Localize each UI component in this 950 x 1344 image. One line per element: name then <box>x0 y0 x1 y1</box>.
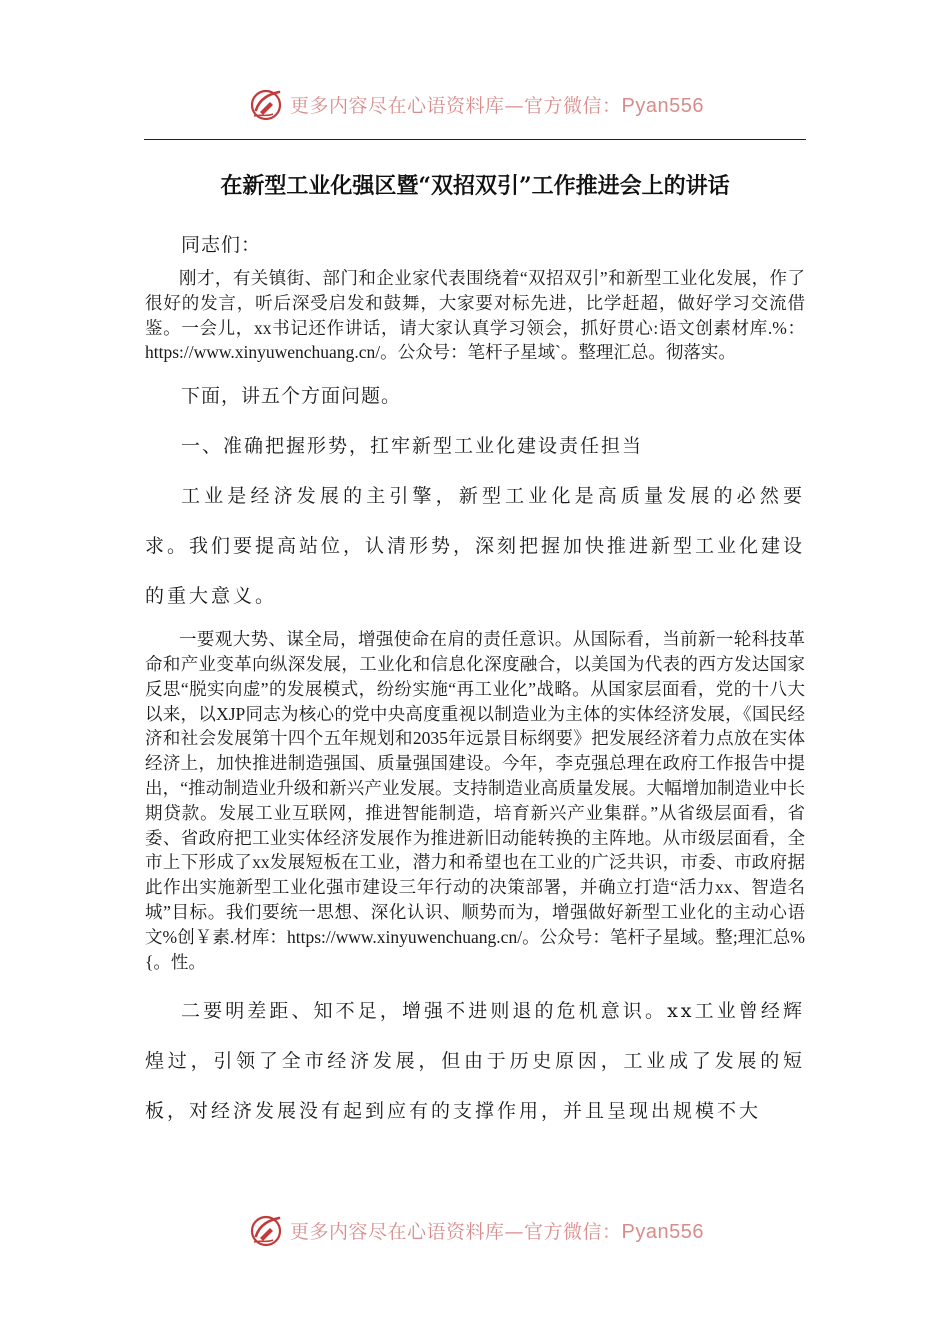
paragraph-section1-lead: 工业是经济发展的主引擎，新型工业化是高质量发展的必然要求。我们要提高站位，认清形势，深刻把握加快推进新型工业化建设的重大意义。 <box>145 485 806 608</box>
paragraph-outline: 下面，讲五个方面问题。 <box>181 385 402 408</box>
header-watermark <box>0 84 950 124</box>
pen-swirl-logo-icon <box>246 1210 286 1250</box>
section-heading-1: 一、准确把握形势，扛牢新型工业化建设责任担当 <box>181 435 644 458</box>
watermark-text: 更多内容尽在心语资料库—官方微信：Pyan556 <box>290 94 704 117</box>
footer-watermark <box>0 1210 950 1250</box>
document-title: 在新型工业化强区暨“双招双引”工作推进会上的讲话 <box>220 173 730 199</box>
header-divider <box>144 139 806 140</box>
paragraph-point-1: 一要观大势、谋全局，增强使命在肩的责任意识。从国际看，当前新一轮科技革命和产业变革向纵深发展，工业化和信息化深度融合，以美国为代表的西方发达国家反思“脱实向虚”的发展模式，纷纷实施“再工业化”战略。从国家层面看，党的十八大以来，以XJP同志为核心的党中央高度重视以制造业为主体的实体经济发展，《国民经济和社会发展第十四个五年规划和2035年远景目标纲要》把发展经济着力点放在实体经济上，加快推进制造强国、质量强国建设。今年，李克强总理在政府工作报告中提出，“推动制造业升级和新兴产业发展。支持制造业高质量发展。大幅增加制造业中长期贷款。发展工业互联网，推进智能制造，培育新兴产业集群。”从省级层面看，省委、省政府把工业实体经济发展作为推进新旧动能转换的主阵地。从市级层面看，全市上下形成了xx发展短板在工业，潜力和希望也在工业的广泛共识，市委、市政府据此作出实施新型工业化强市建设三年行动的决策部署，并确立打造“活力xx、智造名城”目标。我们要统一思想、深化认识、顺势而为，增强做好新型工业化的主动心语文%创￥素.材库：https://www.xinyuwenchuang.cn/。公众号：笔杆子星域。整;理汇总%{。性。 <box>145 629 805 972</box>
watermark-text: 更多内容尽在心语资料库—官方微信：Pyan556 <box>290 1220 704 1243</box>
pen-swirl-logo-icon <box>246 84 286 124</box>
paragraph-point-2: 二要明差距、知不足，增强不进则退的危机意识。xx工业曾经辉煌过，引领了全市经济发展，但由于历史原因，工业成了发展的短板，对经济发展没有起到应有的支撑作用，并且呈现出规模不大 <box>145 1000 805 1123</box>
paragraph-intro: 刚才，有关镇街、部门和企业家代表围绕着“双招双引”和新型工业化发展，作了很好的发言，听后深受启发和鼓舞，大家要对标先进，比学赶超，做好学习交流借鉴。一会儿，xx书记还作讲话，请大家认真学习领会，抓好贯心:语文创素材库.%：https://www.xinyuwenchuang.cn/。公众号：笔杆子星域`。整理汇总。彻落实。 <box>145 268 805 363</box>
document-body <box>145 164 805 1136</box>
salutation: 同志们： <box>181 234 262 256</box>
